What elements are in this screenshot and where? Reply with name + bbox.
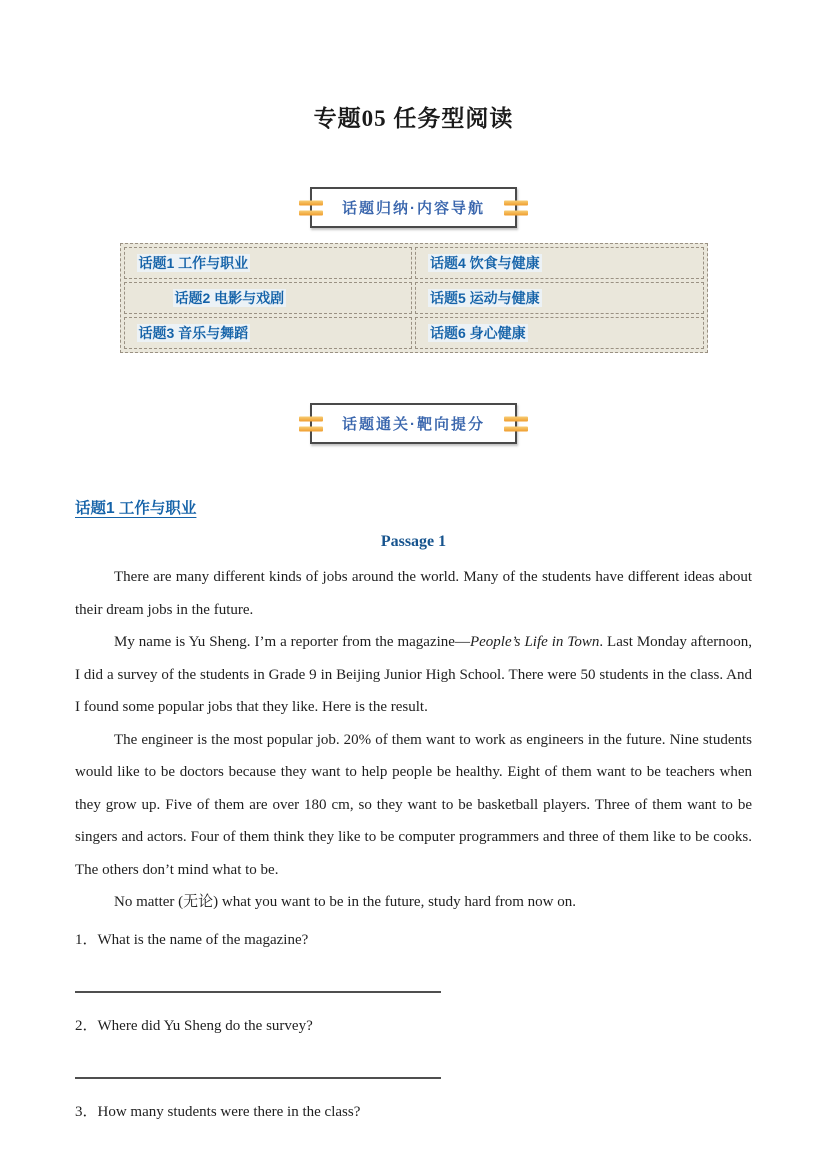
question-text: How many students were there in the class? [97, 1103, 361, 1120]
topics-table [120, 243, 708, 353]
topic-cell-5 [415, 282, 704, 314]
banner-pass-label: 话题通关·靶向提分 [342, 416, 485, 433]
topic-label-4: 话题4 饮食与健康 [430, 255, 540, 271]
passage-paragraph-4: No matter (无论) what you want to be in the future, study hard from now on. [114, 894, 576, 910]
passage-paragraph-2 [75, 626, 752, 724]
banner-pass-box [310, 403, 517, 444]
double-bar-icon [299, 416, 323, 431]
banner-nav [75, 187, 752, 228]
banner-nav-box [310, 187, 517, 228]
question-1 [75, 929, 752, 951]
table-row [124, 282, 704, 314]
topic-label-6: 话题6 身心健康 [430, 325, 526, 341]
passage-text: My name is Yu Sheng. I’m a reporter from the magazine— [114, 634, 470, 650]
question-number: 2． [75, 1017, 98, 1034]
topic-label-3: 话题3 音乐与舞蹈 [138, 325, 249, 341]
topic-cell-2 [124, 282, 413, 314]
question-2 [75, 1015, 752, 1037]
answer-blank-1 [75, 975, 441, 993]
double-bar-icon [504, 416, 528, 431]
topic-label-5: 话题5 运动与健康 [430, 290, 540, 306]
topic-cell-6 [415, 317, 704, 349]
topic-cell-1 [124, 247, 413, 279]
question-number: 1． [75, 931, 98, 948]
section-header: 话题1 工作与职业 [75, 500, 197, 517]
question-text: Where did Yu Sheng do the survey? [97, 1017, 313, 1034]
answer-blank-2 [75, 1061, 441, 1079]
question-3 [75, 1101, 752, 1123]
table-row [124, 247, 704, 279]
question-text: What is the name of the magazine? [97, 931, 309, 948]
topic-cell-3 [124, 317, 413, 349]
double-bar-icon [504, 200, 528, 215]
passage-paragraph-3: The engineer is the most popular job. 20% of them want to work as engineers in the future. Nine students would like to be doctors because they want to help people be healthy. Eight of them want to be teachers when they grow up. Five of them are over 180 cm, so they want to be basketball players. Three of them want to be singers and actors. Four of them think they like to be computer programmers and three of them like to be cooks. The others don’t mind what to be. [75, 731, 752, 878]
passage-text: . Last Monday afternoon, I did a survey of the students in Grade 9 in Beijing Junior High School. There were 50 students in the class. And I found some popular jobs that they like. Here is the result. [75, 634, 752, 715]
question-number: 3． [75, 1103, 98, 1120]
table-row [124, 317, 704, 349]
banner-pass [75, 403, 752, 444]
topic-cell-4 [415, 247, 704, 279]
topic-label-2: 话题2 电影与戏剧 [174, 290, 285, 306]
double-bar-icon [299, 200, 323, 215]
page-title: 专题05 任务型阅读 [313, 106, 514, 131]
passage-paragraph-1: There are many different kinds of jobs around the world. Many of the students have different ideas about their dream jobs in the future. [75, 569, 752, 618]
banner-nav-label: 话题归纳·内容导航 [342, 200, 485, 217]
topic-label-1: 话题1 工作与职业 [138, 255, 249, 271]
passage-title: Passage 1 [380, 533, 447, 550]
magazine-title-italic: People’s Life in Town [469, 634, 600, 650]
